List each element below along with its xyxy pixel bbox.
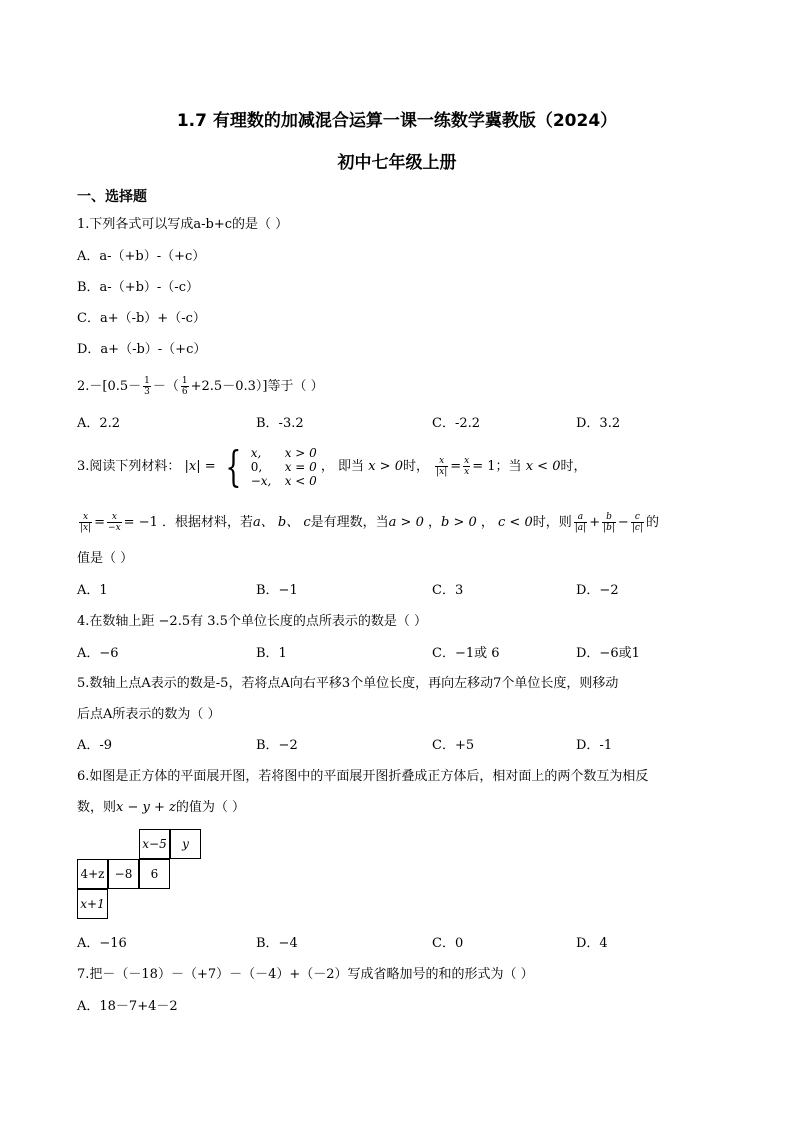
q6-option-c: C．0 (432, 936, 464, 951)
q3-l2-val: = −1 (123, 515, 158, 530)
q3-option-b: B．−1 (256, 583, 298, 598)
q3-eq-1b: = 1 (472, 459, 496, 474)
q3-cases (251, 446, 317, 488)
net-cell-6: 6 (139, 859, 170, 889)
q3-e-c-den: |c| (631, 523, 643, 533)
q3-expr-frac-b (602, 512, 616, 533)
question-6-line-2 (77, 798, 245, 818)
q5-option-b: B．−2 (256, 738, 298, 753)
q3-text-2: 时， (402, 459, 429, 474)
q3-case1-cond: x > 0 (284, 445, 317, 460)
q5-option-d: D．-1 (576, 738, 613, 753)
q6-line2-post: 的值为（ ） (175, 800, 245, 815)
q3-frac-b-num: x (464, 456, 470, 466)
q1-option-a: A．a-（+b）-（+c） (77, 249, 206, 264)
q3-e-b-num: b (602, 512, 616, 523)
q3-l2-c3: c < 0 (498, 515, 533, 530)
q3-text-1: ， 即当 (320, 459, 365, 474)
q3-cond-2: x < 0 (525, 459, 561, 474)
q2-fraction-1 (143, 376, 151, 397)
q3-abs-def: |x| = (184, 459, 216, 474)
q3-case1-expr: x, (250, 445, 262, 460)
q3-case2-expr: 0, (250, 459, 263, 474)
q3-l2-text: ．根据材料，若 (157, 515, 254, 530)
q3-intro: 3.阅读下列材料： (77, 459, 181, 474)
q3-l2-frac-1 (79, 512, 92, 533)
q3-e-plus: + (589, 515, 601, 530)
q5-option-c: C．+5 (432, 738, 475, 753)
q3-l2-eq: = (94, 515, 106, 530)
section-heading: 一、选择题 (77, 189, 147, 205)
net-cell-y: y (170, 829, 201, 859)
q3-frac-b (463, 456, 470, 477)
q3-e-a-num: a (574, 512, 587, 523)
q5-option-a: A．-9 (77, 738, 113, 753)
q7-option-a: A．18－7+4－2 (77, 999, 178, 1014)
q3-case2-cond: x = 0 (284, 459, 317, 474)
net-cell-minus-8: −8 (108, 859, 139, 889)
question-2-stem (77, 376, 324, 397)
q3-l2-f2-num: x (107, 512, 122, 523)
q3-eq-1: = (450, 459, 462, 474)
q2-suffix: +2.5－0.3）]等于（ ） (190, 379, 324, 394)
q3-expr-frac-a (574, 512, 587, 533)
q3-l2-c2: b > 0 (440, 515, 477, 530)
left-brace-icon: { (225, 441, 242, 491)
question-1-stem: 1.下列各式可以写成a-b+c的是（ ） (77, 217, 289, 232)
q2-fraction-2 (181, 376, 189, 397)
q3-l2-vars: a、 b、 c (253, 515, 311, 530)
q6-option-d: D．4 (576, 936, 608, 951)
question-5-line-2: 后点A所表示的数为（ ） (77, 707, 221, 722)
q6-line2-pre: 数，则 (77, 800, 117, 815)
question-3-line-1 (77, 441, 587, 491)
document-title: 1.7 有理数的加减混合运算一课一练数学冀教版（2024） (176, 111, 618, 131)
q3-frac-a-den: |x| (436, 467, 448, 477)
q2-frac1-num: 1 (144, 376, 150, 386)
q3-e-minus: − (617, 515, 629, 530)
q4-option-b: B．1 (256, 646, 287, 661)
q4-option-a: A．−6 (77, 646, 119, 661)
q3-l2-text2: 是有理数，当 (310, 515, 389, 530)
q2-option-a: A．2.2 (77, 416, 121, 431)
q3-l2-f2-den: −x (108, 523, 121, 533)
q3-l2-text3: 时，则 (532, 515, 572, 530)
q3-text-4: 时， (560, 459, 587, 474)
q2-option-b: B．-3.2 (256, 416, 304, 431)
q1-option-b: B．a-（+b）-（-c） (77, 280, 199, 295)
net-cell-x-plus-1: x+1 (77, 889, 108, 919)
q3-frac-a-num: x (435, 456, 448, 467)
q1-option-d: D．a+（-b）-（+c） (77, 342, 207, 357)
question-6-line-1: 6.如图是正方体的平面展开图，若将图中的平面展开图折叠成正方体后，相对面上的两个数互为相反 (77, 769, 649, 784)
question-5-line-1: 5.数轴上点A表示的数是-5，若将点A向右平移3个单位长度，再向左移动7个单位长度，则移动 (77, 676, 619, 691)
q3-option-a: A．1 (77, 583, 108, 598)
q3-e-a-den: |a| (574, 523, 587, 533)
net-cell-x-minus-5: x−5 (139, 829, 170, 859)
q3-text-3: ；当 (495, 459, 522, 474)
q3-case3-expr: −x, (250, 473, 272, 488)
q2-frac2-den: 6 (181, 387, 188, 397)
q3-l2-frac-2 (107, 512, 122, 533)
q3-e-b-den: |b| (603, 523, 615, 533)
question-3-line-3: 值是（ ） (77, 551, 134, 566)
q1-option-c: C．a+（-b）+（-c） (77, 311, 206, 326)
q4-option-c: C．−1或 6 (432, 646, 500, 661)
q2-mid: －（ (152, 379, 179, 394)
q3-l2-sep2: ， (476, 515, 494, 530)
q3-option-d: D．−2 (576, 583, 619, 598)
q3-expr-frac-c (631, 512, 644, 533)
document-subtitle: 初中七年级上册 (337, 153, 457, 173)
question-7-stem: 7.把－（－18）－（+7）－（－4）+（－2）写成省略加号的和的形式为（ ） (77, 967, 534, 982)
q2-prefix: 2.－[0.5－ (77, 379, 142, 394)
q2-frac1-den: 3 (144, 387, 150, 397)
question-4-stem: 4.在数轴上距 −2.5有 3.5个单位长度的点所表示的数是（ ） (77, 614, 428, 629)
question-3-line-2 (77, 512, 659, 533)
q3-l2-end: 的 (645, 515, 659, 530)
q2-frac2-num: 1 (181, 376, 188, 386)
net-cell-4-plus-z: 4+z (77, 859, 108, 889)
q3-l2-f1-den: |x| (80, 523, 92, 533)
q3-l2-f1-num: x (79, 512, 92, 523)
q3-cond-1: x > 0 (368, 459, 403, 474)
q6-option-b: B．−4 (256, 936, 298, 951)
q6-option-a: A．−16 (77, 936, 127, 951)
q2-option-d: D．3.2 (576, 416, 621, 431)
q2-option-c: C．-2.2 (432, 416, 481, 431)
q4-option-d: D．−6或1 (576, 646, 640, 661)
q3-frac-a (435, 456, 448, 477)
q3-e-c-num: c (631, 512, 644, 523)
q3-case3-cond: x < 0 (284, 473, 317, 488)
q3-l2-sep1: ， (423, 515, 441, 530)
q3-frac-b-den: x (464, 467, 470, 477)
q3-l2-c1: a > 0 (388, 515, 424, 530)
q6-line2-expr: x − y + z (116, 800, 176, 815)
q3-option-c: C．3 (432, 583, 464, 598)
